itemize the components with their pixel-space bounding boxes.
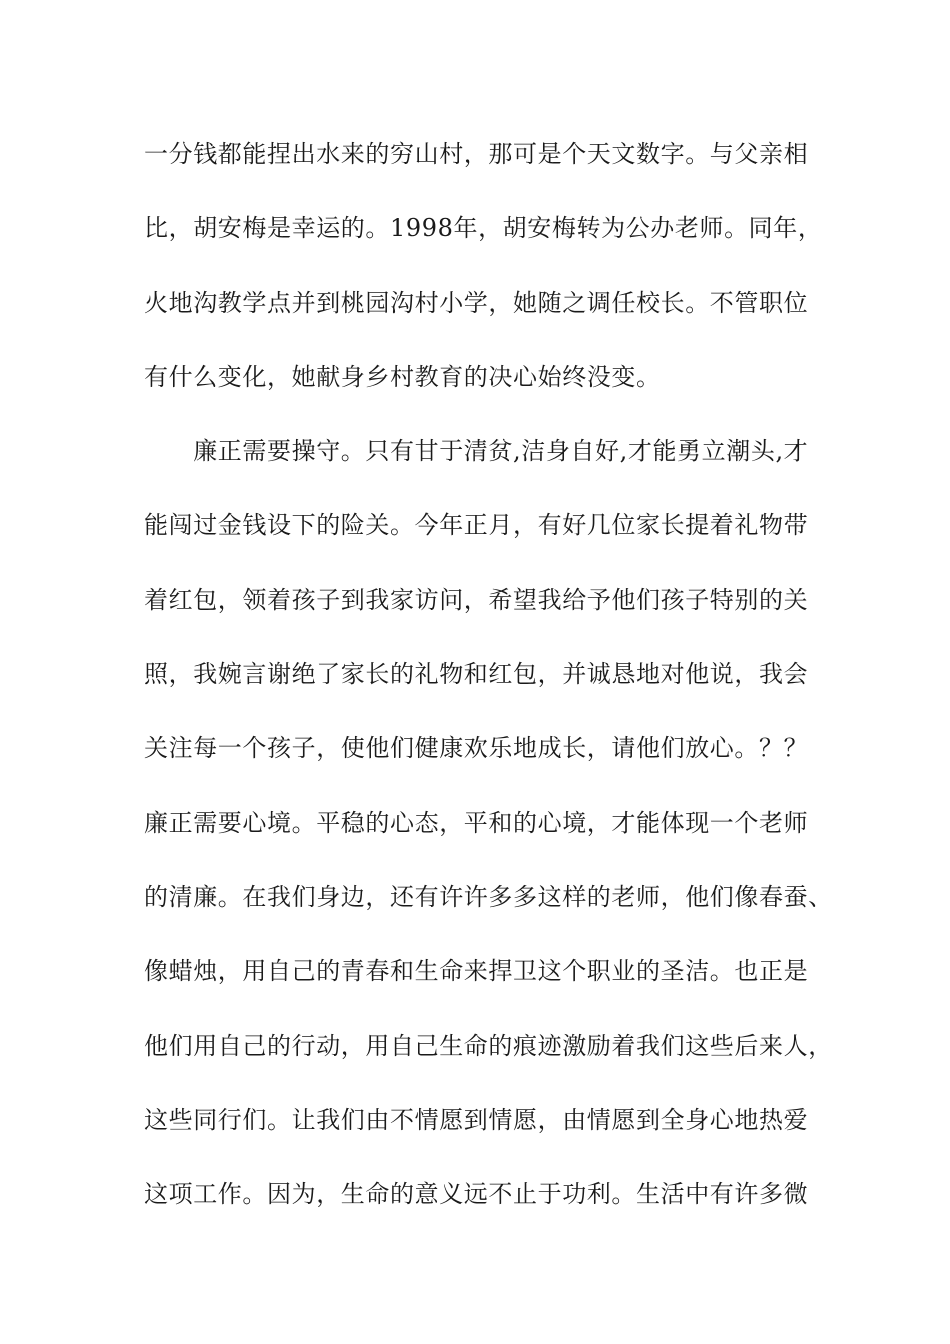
text-line: 廉正需要心境。平稳的心态，平和的心境，才能体现一个老师 <box>144 808 809 837</box>
body-text <box>144 132 844 1246</box>
text-line: 火地沟教学点并到桃园沟村小学，她随之调任校长。不管职位 <box>144 288 809 317</box>
text-line: 这项工作。因为，生命的意义远不止于功利。生活中有许多微 <box>144 1180 809 1209</box>
text-line: 比，胡安梅是幸运的。1998年，胡安梅转为公办老师。同年， <box>144 214 823 243</box>
text-line: 关注每一个孩子，使他们健康欢乐地成长，请他们放心。？？ <box>144 734 809 763</box>
text-line: 这些同行们。让我们由不情愿到情愿，由情愿到全身心地热爱 <box>144 1105 809 1134</box>
text-line: 他们用自己的行动，用自己生命的痕迹激励着我们这些后来人， <box>144 1031 833 1060</box>
text-line: 着红包，领着孩子到我家访问，希望我给予他们孩子特别的关 <box>144 585 809 614</box>
text-line: 有什么变化，她献身乡村教育的决心始终没变。 <box>144 362 661 391</box>
text-line: 能闯过金钱设下的险关。今年正月，有好几位家长提着礼物带 <box>144 511 809 540</box>
text-line: 照，我婉言谢绝了家长的礼物和红包，并诚恳地对他说，我会 <box>144 660 809 689</box>
text-line: 像蜡烛，用自己的青春和生命来捍卫这个职业的圣洁。也正是 <box>144 957 809 986</box>
text-line: 的清廉。在我们身边，还有许许多多这样的老师，他们像春蚕、 <box>144 882 833 911</box>
text-line: 廉正需要操守。只有甘于清贫,洁身自好,才能勇立潮头,才 <box>144 437 809 466</box>
text-line: 一分钱都能捏出水来的穷山村，那可是个天文数字。与父亲相 <box>144 140 809 168</box>
